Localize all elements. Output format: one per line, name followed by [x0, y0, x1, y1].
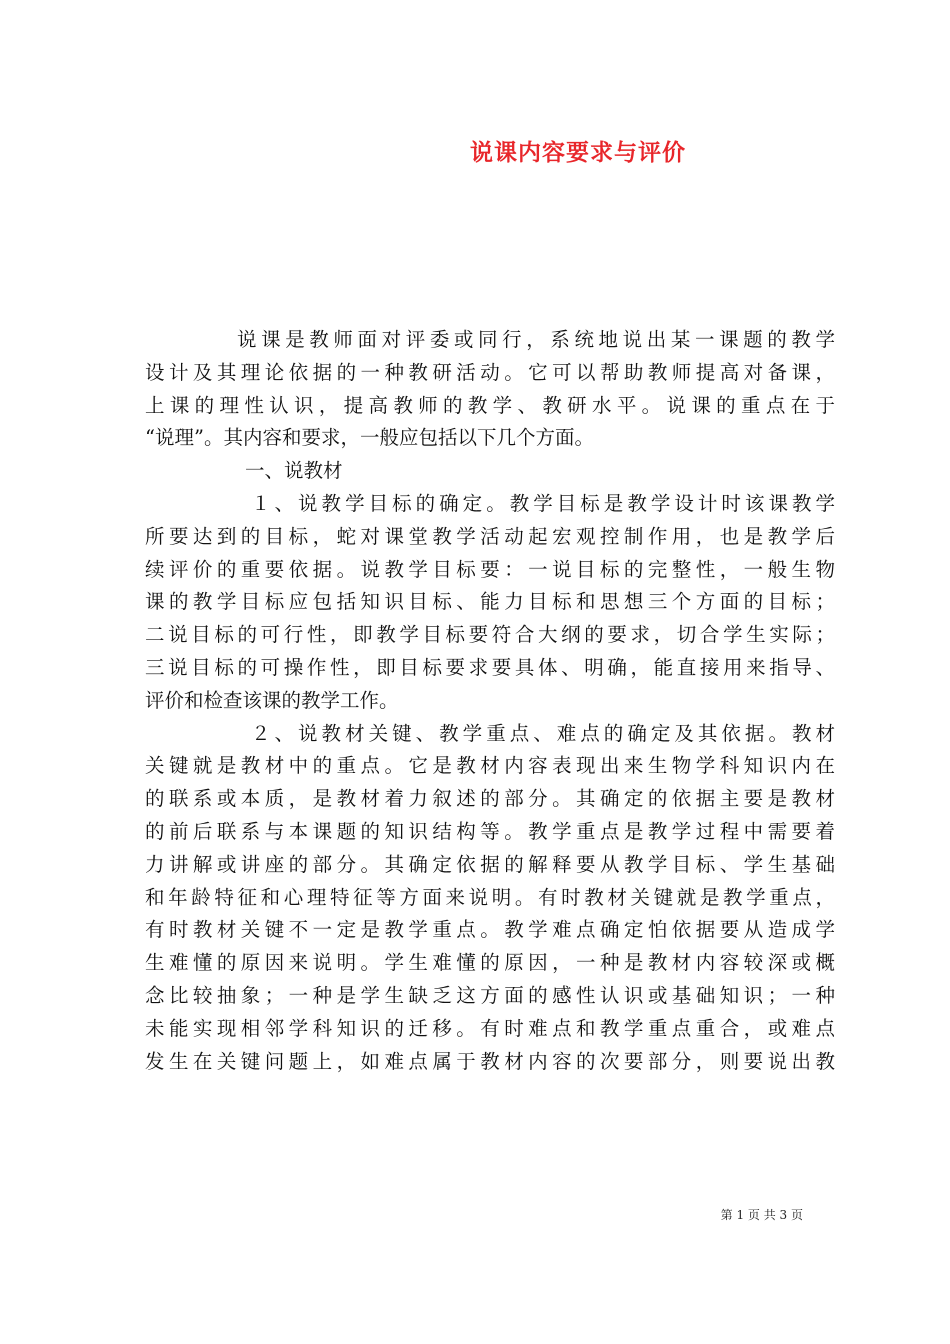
document-body: [145, 324, 835, 1078]
text-line: １、说教学目标的确定。教学目标是教学设计时该课教学: [251, 491, 835, 515]
text-line: 设计及其理论依据的一种教研活动。它可以帮助教师提高对备课，: [145, 360, 835, 384]
text-line: 说课是教师面对评委或同行，系统地说出某一课题的教学: [237, 328, 835, 351]
text-line: “说理”。其内容和要求，一般应包括以下几个方面。: [145, 426, 594, 450]
text-line: 未能实现相邻学科知识的迁移。有时难点和教学重点重合，或难点: [145, 1016, 835, 1040]
text-line: 生难懂的原因来说明。学生难懂的原因，一种是教材内容较深或概: [145, 951, 835, 975]
text-line: 和年龄特征和心理特征等方面来说明。有时教材关键就是教学重点，: [145, 885, 835, 909]
text-line: 三说目标的可操作性，即目标要求要具体、明确，能直接用来指导、: [145, 655, 835, 679]
text-line: 课的教学目标应包括知识目标、能力目标和思想三个方面的目标；: [145, 590, 835, 614]
text-line: 的前后联系与本课题的知识结构等。教学重点是教学过程中需要着: [145, 819, 835, 843]
text-line: 关键就是教材中的重点。它是教材内容表现出来生物学科知识内在: [145, 754, 835, 778]
text-line: 念比较抽象；一种是学生缺乏这方面的感性认识或基础知识；一种: [145, 983, 835, 1007]
text-line: 发生在关键问题上，如难点属于教材内容的次要部分，则要说出教: [145, 1049, 835, 1073]
text-line: 续评价的重要依据。说教学目标要：一说目标的完整性，一般生物: [145, 557, 835, 581]
page-number: 第 1 页 共 3 页: [720, 1208, 803, 1222]
text-line: 上课的理性认识，提高教师的教学、教研水平。说课的重点在于: [145, 393, 835, 417]
section-heading: 一、说教材: [245, 459, 343, 483]
text-line: 所要达到的目标，蛇对课堂教学活动起宏观控制作用，也是教学后: [145, 524, 835, 548]
text-line: 评价和检查该课的教学工作。: [145, 688, 399, 712]
text-line: 力讲解或讲座的部分。其确定依据的解释要从教学目标、学生基础: [145, 852, 835, 876]
text-line: 有时教材关键不一定是教学重点。教学难点确定怕依据要从造成学: [145, 918, 835, 942]
document-title: 说课内容要求与评价: [470, 139, 686, 166]
text-line: 的联系或本质，是教材着力叙述的部分。其确定的依据主要是教材: [145, 787, 835, 811]
text-line: 二说目标的可行性，即教学目标要符合大纲的要求，切合学生实际；: [145, 623, 835, 647]
text-line: ２、说教材关键、教学重点、难点的确定及其依据。教材: [251, 721, 835, 745]
